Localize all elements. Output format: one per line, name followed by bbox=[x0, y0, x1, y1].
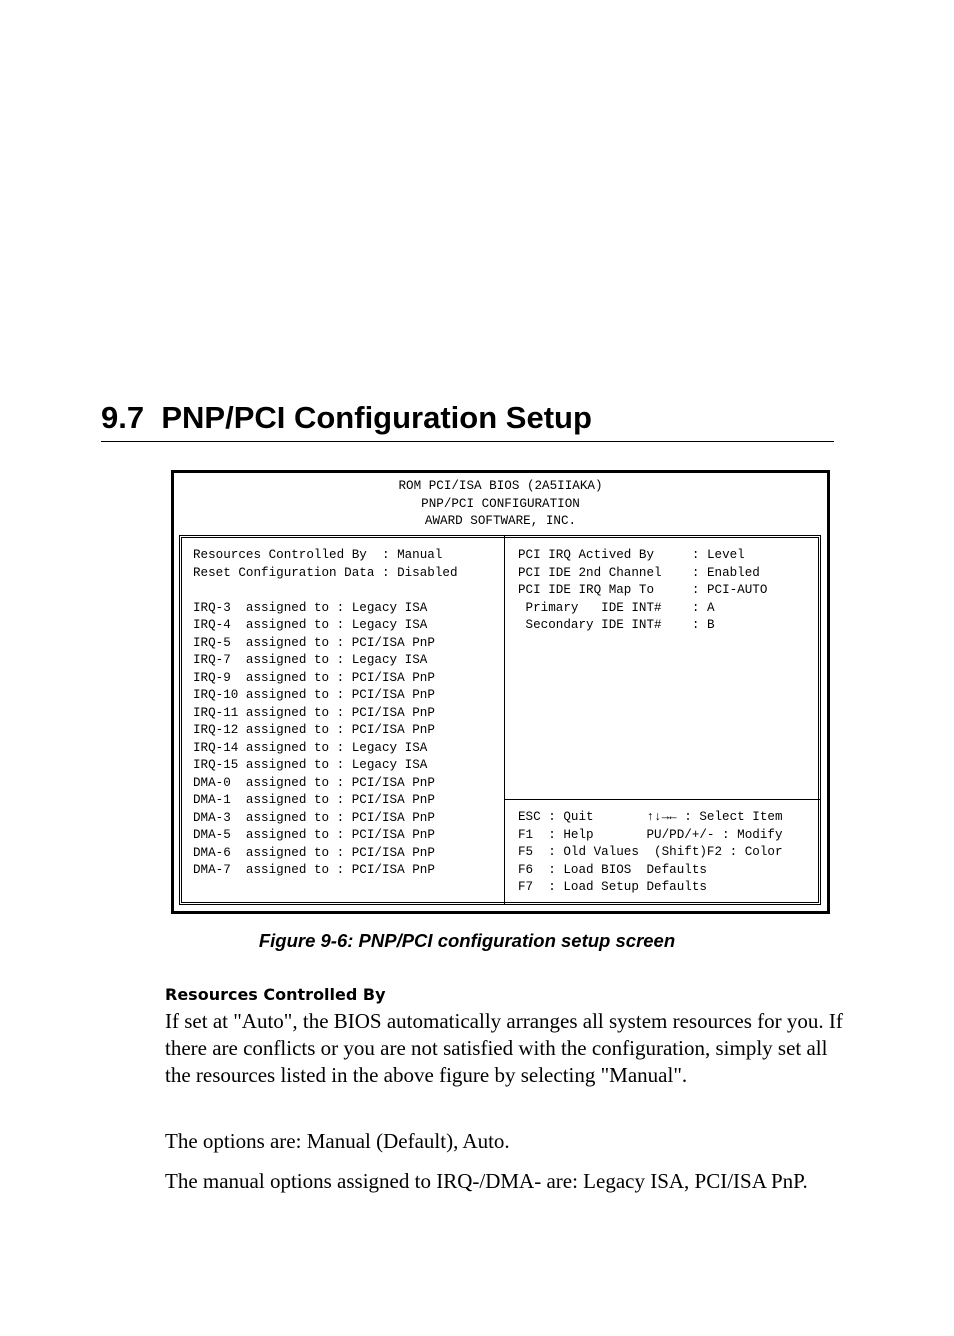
separator bbox=[238, 671, 246, 685]
separator: : bbox=[329, 618, 352, 632]
separator: : bbox=[329, 688, 352, 702]
resource-name: IRQ-12 bbox=[193, 723, 239, 737]
setting-row bbox=[518, 547, 745, 565]
separator bbox=[238, 653, 246, 667]
setting-value: Level bbox=[706, 548, 745, 562]
help-key-text: F7 : Load Setup Defaults bbox=[518, 880, 707, 894]
assigned-text: assigned to bbox=[245, 845, 330, 860]
separator: : bbox=[329, 723, 352, 737]
bios-header-line: PNP/PCI CONFIGURATION bbox=[421, 496, 580, 511]
assigned-text: assigned to bbox=[245, 618, 330, 632]
assigned-text: assigned to bbox=[245, 758, 330, 772]
section-title: PNP/PCI Configuration Setup bbox=[161, 400, 592, 435]
resource-name: IRQ-5 bbox=[193, 635, 239, 650]
assigned-text: assigned to bbox=[245, 688, 330, 702]
resource-assignment-row bbox=[193, 862, 435, 880]
resource-value: Legacy ISA bbox=[351, 740, 428, 755]
separator: : bbox=[329, 828, 352, 842]
resource-assignment-row bbox=[193, 722, 435, 740]
setting-label: PCI IRQ Actived By bbox=[518, 548, 692, 562]
separator bbox=[238, 601, 246, 615]
setting-value: PCI-AUTO bbox=[706, 583, 768, 597]
resource-value: Legacy ISA bbox=[351, 600, 428, 615]
setting-label: Resources Controlled By bbox=[193, 548, 382, 562]
figure-caption: Figure 9-6: PNP/PCI configuration setup screen bbox=[258, 930, 676, 951]
assigned-text: assigned to bbox=[245, 600, 330, 615]
help-key-line bbox=[518, 862, 707, 880]
resource-name: DMA-1 bbox=[193, 793, 239, 807]
separator: : bbox=[329, 845, 352, 860]
resource-value: PCI/ISA PnP bbox=[351, 810, 435, 825]
separator bbox=[238, 846, 246, 860]
setting-value: Enabled bbox=[706, 565, 760, 580]
setting-label: Reset Configuration Data bbox=[193, 565, 382, 580]
assigned-text: assigned to bbox=[245, 775, 330, 790]
separator: : bbox=[329, 670, 352, 685]
setting-row bbox=[518, 582, 767, 600]
separator: : bbox=[329, 793, 352, 807]
separator bbox=[238, 636, 246, 650]
separator: : bbox=[329, 775, 352, 790]
setting-value: Disabled bbox=[397, 565, 458, 580]
separator bbox=[238, 741, 246, 755]
section-number: 9.7 bbox=[101, 400, 145, 435]
bios-header-line: AWARD SOFTWARE, INC. bbox=[424, 514, 577, 528]
resource-name: IRQ-15 bbox=[193, 758, 239, 772]
resource-value: PCI/ISA PnP bbox=[351, 793, 435, 807]
help-key-text: ESC : Quit ↑↓→← : Select Item bbox=[518, 810, 783, 824]
bios-screen-figure bbox=[171, 470, 830, 914]
setting-label: PCI IDE 2nd Channel bbox=[518, 565, 692, 580]
resource-value: PCI/ISA PnP bbox=[351, 670, 435, 685]
setting-row bbox=[518, 600, 715, 618]
resource-name: IRQ-7 bbox=[193, 653, 239, 667]
separator: : bbox=[329, 705, 352, 720]
separator: : bbox=[329, 600, 352, 615]
separator: : bbox=[329, 653, 352, 667]
resource-value: Legacy ISA bbox=[351, 758, 428, 772]
help-key-line bbox=[518, 879, 707, 897]
resource-assignment-row bbox=[193, 652, 427, 670]
separator: : bbox=[381, 565, 398, 580]
separator bbox=[238, 706, 246, 720]
resource-name: DMA-6 bbox=[193, 845, 239, 860]
setting-row bbox=[193, 547, 442, 565]
separator: : bbox=[329, 758, 352, 772]
separator bbox=[238, 723, 246, 737]
separator: : bbox=[691, 618, 707, 632]
setting-row bbox=[193, 565, 458, 583]
separator: : bbox=[691, 565, 707, 580]
resource-value: Legacy ISA bbox=[351, 653, 428, 667]
help-key-text: F1 : Help PU/PD/+/- : Modify bbox=[518, 827, 783, 842]
resource-value: PCI/ISA PnP bbox=[351, 845, 435, 860]
bios-header-line: ROM PCI/ISA BIOS (2A5IIAKA) bbox=[398, 479, 603, 493]
resource-assignment-row bbox=[193, 705, 435, 723]
separator bbox=[238, 776, 246, 790]
separator bbox=[238, 811, 246, 825]
assigned-text: assigned to bbox=[245, 635, 330, 650]
setting-value: A bbox=[706, 600, 715, 615]
resource-name: DMA-0 bbox=[193, 775, 239, 790]
body-paragraph: The manual options assigned to IRQ-/DMA- are: Legacy ISA, PCI/ISA PnP. bbox=[165, 1169, 808, 1193]
resource-value: PCI/ISA PnP bbox=[351, 723, 435, 737]
setting-row bbox=[518, 565, 760, 583]
resource-assignment-row bbox=[193, 827, 435, 845]
setting-row bbox=[518, 617, 715, 635]
resource-assignment-row bbox=[193, 845, 435, 863]
assigned-text: assigned to bbox=[245, 723, 330, 737]
separator: : bbox=[329, 740, 352, 755]
resource-assignment-row bbox=[193, 775, 435, 793]
section-heading bbox=[101, 398, 592, 438]
setting-value: Manual bbox=[397, 548, 443, 562]
separator: : bbox=[329, 810, 352, 825]
bios-help-divider bbox=[504, 799, 821, 800]
assigned-text: assigned to bbox=[245, 740, 330, 755]
separator bbox=[238, 863, 246, 877]
help-key-line bbox=[518, 844, 783, 862]
separator bbox=[238, 828, 246, 842]
resource-value: PCI/ISA PnP bbox=[351, 635, 435, 650]
resource-assignment-row bbox=[193, 792, 435, 810]
help-key-text: F5 : Old Values (Shift)F2 : Color bbox=[518, 845, 783, 859]
help-key-text: F6 : Load BIOS Defaults bbox=[518, 862, 707, 877]
separator: : bbox=[691, 600, 707, 615]
help-key-line bbox=[518, 827, 783, 845]
assigned-text: assigned to bbox=[245, 863, 330, 877]
resource-name: DMA-7 bbox=[193, 863, 239, 877]
resource-name: DMA-3 bbox=[193, 810, 239, 825]
resource-name: IRQ-9 bbox=[193, 670, 239, 685]
setting-label: PCI IDE IRQ Map To bbox=[518, 583, 692, 597]
separator: : bbox=[691, 548, 707, 562]
assigned-text: assigned to bbox=[245, 810, 330, 825]
setting-label: Primary IDE INT# bbox=[518, 600, 692, 615]
resource-value: Legacy ISA bbox=[351, 618, 428, 632]
setting-label: Secondary IDE INT# bbox=[518, 618, 692, 632]
heading-rule bbox=[101, 441, 834, 442]
resource-value: PCI/ISA PnP bbox=[351, 775, 435, 790]
separator bbox=[238, 758, 246, 772]
body-paragraph: If set at "Auto", the BIOS automatically arranges all system resources for you. If there are conflicts or you are not satisfied with the configuration, simply set all the resources listed in the above figure by selecting "Manual". bbox=[165, 1009, 843, 1087]
resource-name: IRQ-3 bbox=[193, 600, 239, 615]
resource-name: IRQ-11 bbox=[193, 705, 239, 720]
separator bbox=[238, 618, 246, 632]
separator: : bbox=[691, 583, 707, 597]
separator: : bbox=[329, 635, 352, 650]
resource-assignment-row bbox=[193, 600, 427, 618]
resource-assignment-row bbox=[193, 757, 427, 775]
separator bbox=[238, 793, 246, 807]
assigned-text: assigned to bbox=[245, 705, 330, 720]
bios-vertical-divider bbox=[504, 535, 505, 905]
resource-assignment-row bbox=[193, 740, 427, 758]
resource-assignment-row bbox=[193, 810, 435, 828]
resource-value: PCI/ISA PnP bbox=[351, 863, 435, 877]
assigned-text: assigned to bbox=[245, 670, 330, 685]
resource-value: PCI/ISA PnP bbox=[351, 705, 435, 720]
resource-assignment-row bbox=[193, 687, 435, 705]
assigned-text: assigned to bbox=[245, 828, 330, 842]
separator: : bbox=[329, 863, 352, 877]
separator: : bbox=[381, 548, 398, 562]
separator bbox=[238, 688, 246, 702]
resource-name: IRQ-4 bbox=[193, 618, 239, 632]
bios-header bbox=[174, 478, 827, 531]
setting-value: B bbox=[706, 618, 715, 632]
body-paragraph: The options are: Manual (Default), Auto. bbox=[165, 1129, 510, 1153]
assigned-text: assigned to bbox=[245, 793, 330, 807]
resource-assignment-row bbox=[193, 617, 427, 635]
resource-value: PCI/ISA PnP bbox=[351, 828, 435, 842]
help-key-line bbox=[518, 809, 783, 827]
subsection-title: Resources Controlled By bbox=[165, 985, 386, 1004]
resource-assignment-row bbox=[193, 635, 435, 653]
resource-name: IRQ-10 bbox=[193, 688, 239, 702]
resource-value: PCI/ISA PnP bbox=[351, 688, 435, 702]
assigned-text: assigned to bbox=[245, 653, 330, 667]
resource-name: DMA-5 bbox=[193, 828, 239, 842]
resource-name: IRQ-14 bbox=[193, 740, 239, 755]
resource-assignment-row bbox=[193, 670, 435, 688]
